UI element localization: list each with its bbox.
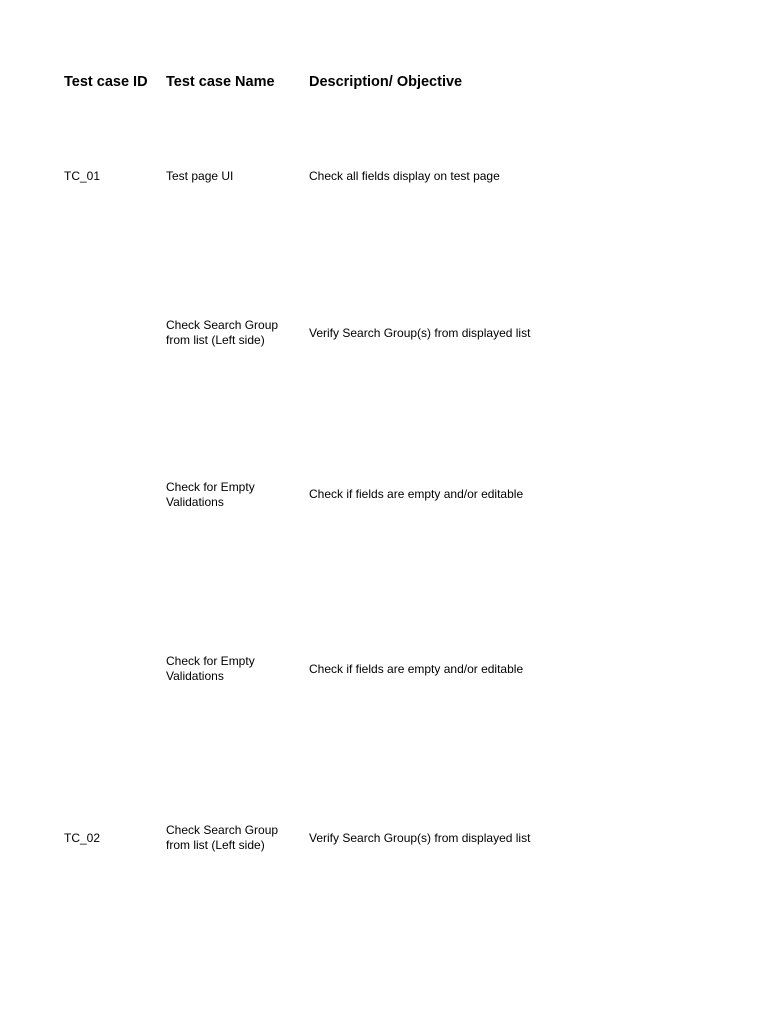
row-4-test-case-name: Check for Empty Validations [166,654,255,683]
row-2-test-case-name: Check Search Group from list (Left side) [166,318,279,347]
row-3-test-case-name: Check for Empty Validations [166,480,255,509]
row-5-description: Verify Search Group(s) from displayed list [309,831,531,845]
row-4-description: Check if fields are empty and/or editable [309,662,524,676]
header-description-objective: Description/ Objective [309,74,463,90]
row-1-test-case-id: TC_01 [64,169,101,183]
row-5-test-case-id: TC_02 [64,831,101,845]
header-test-case-id: Test case ID [64,74,148,90]
row-3-description: Check if fields are empty and/or editable [309,487,524,501]
row-1-test-case-name: Test page UI [166,169,234,183]
row-5-test-case-name: Check Search Group from list (Left side) [166,823,279,852]
row-2-description: Verify Search Group(s) from displayed list [309,326,531,340]
header-test-case-name: Test case Name [166,74,275,90]
row-1-description: Check all fields display on test page [309,169,500,183]
